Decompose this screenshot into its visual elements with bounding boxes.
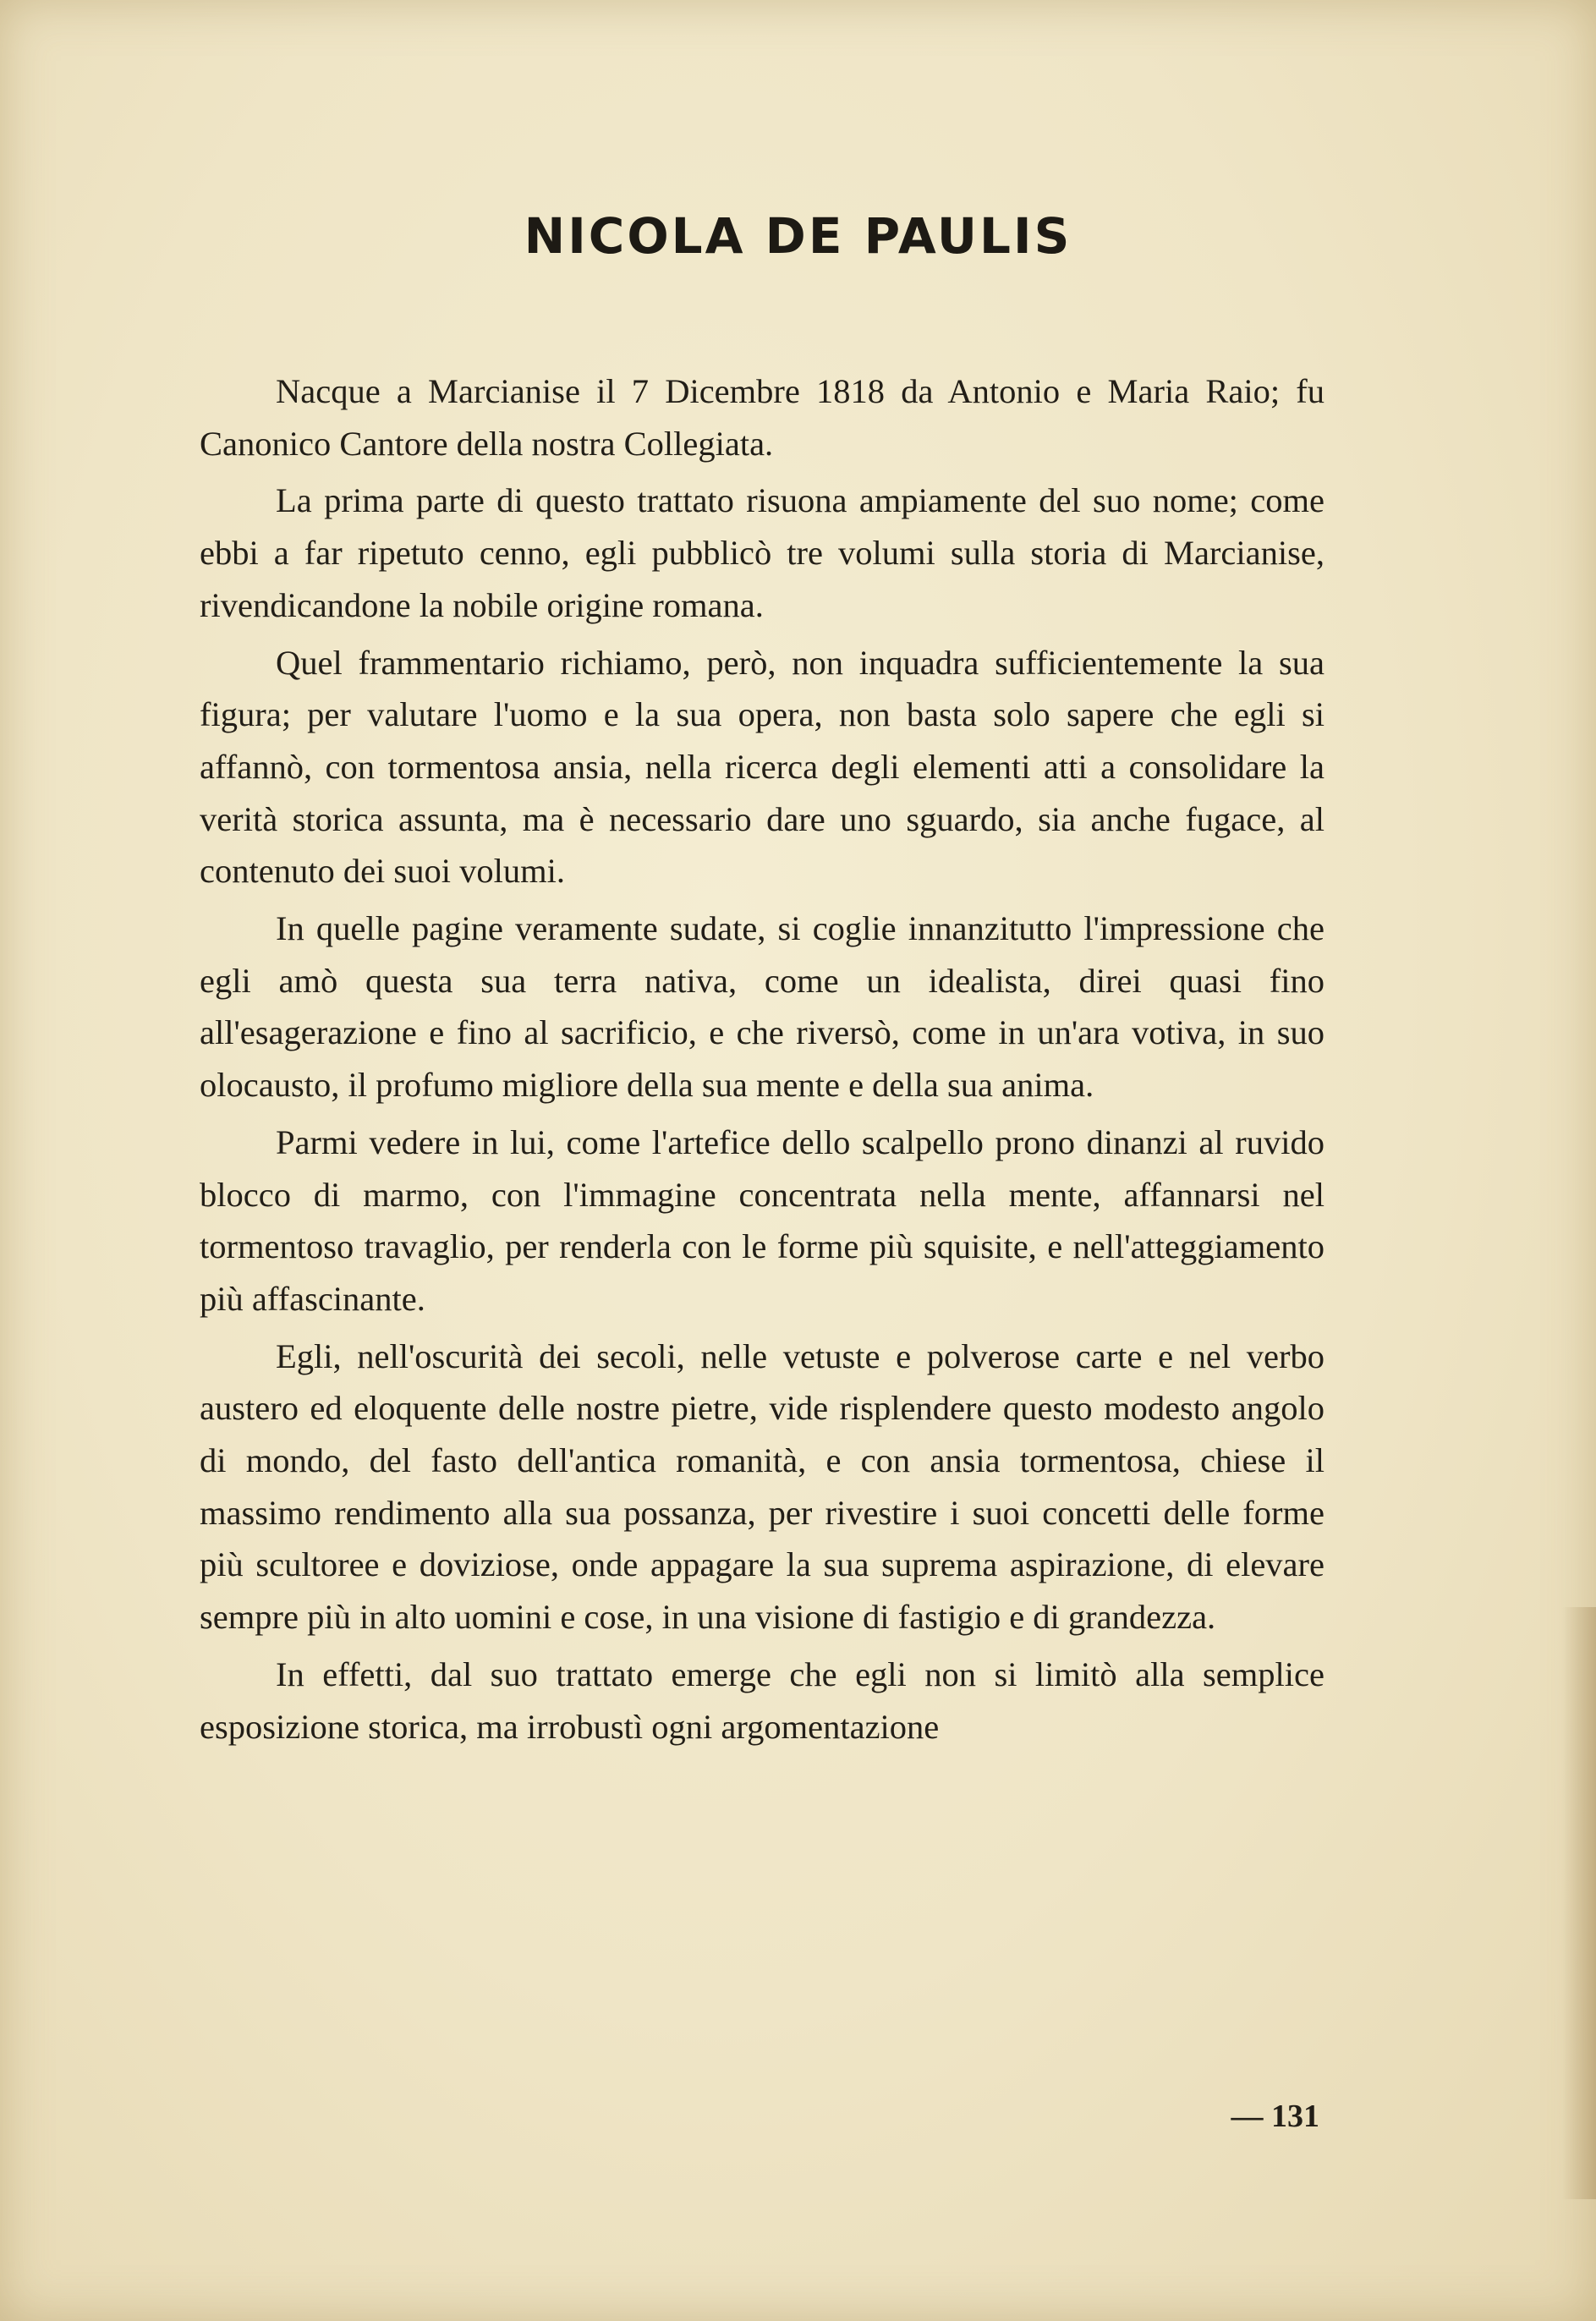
paragraph: La prima parte di questo trattato risuona ampiamente del suo nome; come ebbi a far ripetuto cenno, egli pubblicò tre volumi sulla storia di Marcianise, rivendicandone la nobile origine romana. — [200, 481, 1325, 624]
paragraph: Egli, nell'oscurità dei secoli, nelle vetuste e polverose carte e nel verbo austero ed eloquente delle nostre pietre, vide risplendere questo modesto angolo di mondo, del fasto dell'antica romanità, e con ansia tormentosa, chiese il massimo rendimento alla sua possanza, per rivestire i suoi concetti delle forme più scultoree e doviziose, onde appagare la sua suprema aspirazione, di elevare sempre più in alto uomini e cose, in una visione di fastigio e di grandezza. — [200, 1336, 1325, 1637]
paragraph: Quel frammentario richiamo, però, non inquadra sufficientemente la sua figura; per valutare l'uomo e la sua opera, non basta solo sapere che egli si affannò, con tormentosa ansia, nella ricerca degli elementi atti a consolidare la verità storica assunta, ma è necessario dare uno sguardo, sia anche fugace, al contenuto dei suoi volumi. — [200, 643, 1325, 891]
paragraph: In quelle pagine veramente sudate, si coglie innanzitutto l'impressione che egli amò questa sua terra nativa, come un idealista, direi quasi fino all'esagerazione e fino al sacrificio, e che riversò, come in un'ara votiva, in suo olocausto, il profumo migliore della sua mente e della sua anima. — [200, 909, 1325, 1105]
body-text — [200, 365, 1325, 1758]
paragraph: In effetti, dal suo trattato emerge che egli non si limitò alla semplice esposizione storica, ma irrobustì ogni argomentazione — [200, 1654, 1325, 1746]
page-title: NICOLA DE PAULIS — [524, 207, 1072, 265]
paragraph: Parmi vedere in lui, come l'artefice dello scalpello prono dinanzi al ruvido blocco di marmo, con l'immagine concentrata nella mente, affannarsi nel tormentoso travaglio, per renderla con le forme più squisite, e nell'atteggiamento più affascinante. — [200, 1122, 1325, 1318]
paper-stain — [1562, 1607, 1596, 2199]
paragraph: Nacque a Marcianise il 7 Dicembre 1818 da Antonio e Maria Raio; fu Canonico Cantore della nostra Collegiata. — [200, 372, 1325, 463]
page-number: — 131 — [1231, 2099, 1319, 2134]
